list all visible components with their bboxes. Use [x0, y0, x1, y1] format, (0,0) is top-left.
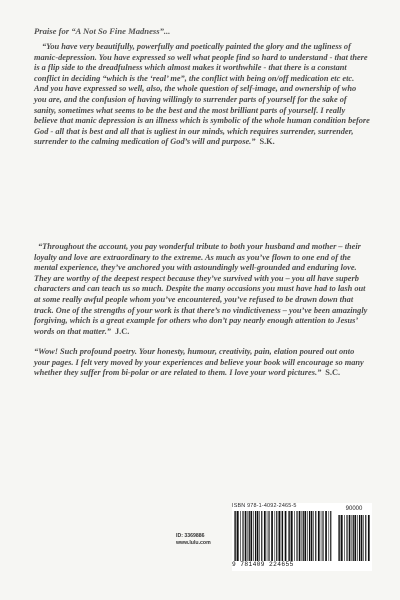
barcode-bar	[330, 511, 331, 561]
barcode-bar	[318, 511, 320, 561]
barcode-bar	[261, 511, 262, 561]
barcode-bar	[365, 515, 366, 561]
barcode-bar	[288, 511, 289, 561]
testimonial-signature: J.C.	[114, 326, 130, 336]
barcode-bar	[255, 511, 256, 561]
testimonial-3	[34, 347, 370, 379]
barcode-bar	[250, 511, 252, 561]
isbn-barcode-graphic	[234, 511, 332, 561]
barcode	[232, 503, 372, 571]
barcode-bar	[363, 515, 364, 561]
testimonial-text: “You have very beautifully, powerfully and poetically painted the glory and the ugliness of manic-depression. You have expressed so well what people find so hard to understand - that there is a flip side to the dreadfulness which almost makes it worthwhile - that there is a constant conflict in deciding “which is the ‘real’ me”, the conflict with being on/off medication etc etc. And you have expressed so well, also, the whole question of self-image, and ownership of who you are, and the confusion of having willingly to surrender parts of yourself for the sake of sanity, sometimes what seems to be the best and the most brilliant parts of yourself. I really believe that manic depression is an illness which is symbolic of the whole human condition before God - all that is best and all that is ugliest in our minds, which requires surrender, surrender, surrender to the calming medication of God’s will and purpose.”	[34, 42, 370, 147]
barcode-bar	[276, 511, 277, 561]
barcode-bar	[311, 511, 313, 561]
testimonial-1	[34, 42, 370, 148]
barcode-bar	[352, 515, 353, 561]
barcode-bar	[240, 511, 241, 561]
barcode-bar	[235, 511, 236, 561]
barcode-bar	[259, 511, 260, 561]
barcode-bar	[299, 511, 301, 561]
barcode-bar	[278, 511, 280, 561]
isbn-label: ISBN 978-1-4092-2465-5	[232, 503, 297, 509]
barcode-bar	[341, 515, 343, 561]
barcode-bar	[322, 511, 323, 561]
barcode-bar	[357, 515, 358, 561]
barcode-bar	[253, 511, 254, 561]
barcode-bar	[302, 511, 303, 561]
barcode-bar	[271, 511, 273, 561]
isbn-digits: 9 781409 224655	[232, 561, 294, 568]
barcode-bar	[285, 511, 287, 561]
barcode-bar	[281, 511, 282, 561]
barcode-bar	[242, 511, 243, 561]
barcode-bar	[303, 511, 304, 561]
barcode-bar	[321, 511, 322, 561]
barcode-bar	[346, 515, 347, 561]
testimonial-2	[34, 242, 370, 337]
barcode-bar	[268, 511, 269, 561]
barcode-bar	[291, 511, 293, 561]
price-barcode-graphic	[338, 515, 370, 561]
testimonial-text: “Throughout the account, you pay wonderful tribute to both your husband and mother – their loyalty and love are extraordinary to the extreme. As much as you’ve flown to one end of the mental experience, they’ve anchored you with astoundingly well-grounded and enduring love. They are worthy of the deepest respect because they’ve survived with you – you all have superb characters and can teach us so much. Despite the many occasions you must have had to lash out at some really awful people whom you’ve encountered, you’ve refused to be drawn down that track. One of the strengths of your work is that there’s no vindictiveness – you’ve been amazingly forgiving, which is a great example for others who don’t pay nearly enough attention to Jesus’ words on that matter.”	[34, 242, 368, 336]
barcode-bar	[296, 511, 297, 561]
barcode-bar	[275, 511, 276, 561]
barcode-bar	[289, 511, 290, 561]
barcode-bar	[315, 511, 316, 561]
barcode-bar	[237, 511, 239, 561]
publisher-info	[176, 533, 236, 547]
barcode-bar	[349, 515, 351, 561]
barcode-bar	[248, 511, 249, 561]
publisher-id: ID: 3369886	[176, 533, 205, 539]
barcode-bar	[282, 511, 283, 561]
testimonial-signature: S.K.	[259, 137, 275, 147]
barcode-bar	[313, 511, 314, 561]
barcode-bar	[309, 511, 310, 561]
publisher-site: www.lulu.com	[176, 540, 211, 546]
barcode-bar	[304, 511, 306, 561]
testimonial-signature: S.C.	[325, 368, 341, 378]
testimonial-text: “Wow! Such profound poetry. Your honesty, humour, creativity, pain, elation poured out onto your pages. I felt very moved by your experiences and believe your book will encourage so many whether they suffer from bi-polar or are related to them. I love your word pictures.”	[34, 347, 364, 378]
barcode-bar	[264, 511, 266, 561]
barcode-bar	[344, 515, 345, 561]
barcode-bar	[267, 511, 268, 561]
barcode-bar	[354, 515, 356, 561]
barcode-bar	[234, 511, 235, 561]
barcode-bar	[245, 511, 247, 561]
barcode-bar	[368, 515, 370, 561]
barcode-bar	[329, 511, 330, 561]
barcode-bar	[294, 511, 295, 561]
barcode-bar	[339, 515, 340, 561]
barcode-bar	[359, 515, 360, 561]
barcode-bar	[361, 515, 363, 561]
barcode-bar	[325, 511, 327, 561]
barcode-bar	[249, 511, 250, 561]
barcode-bar	[353, 515, 354, 561]
barcode-bar	[338, 515, 339, 561]
barcode-bar	[257, 511, 259, 561]
barcode-bar	[307, 511, 308, 561]
price-code: 90000	[345, 506, 363, 512]
praise-heading: Praise for “A Not So Fine Madness”...	[34, 26, 171, 36]
